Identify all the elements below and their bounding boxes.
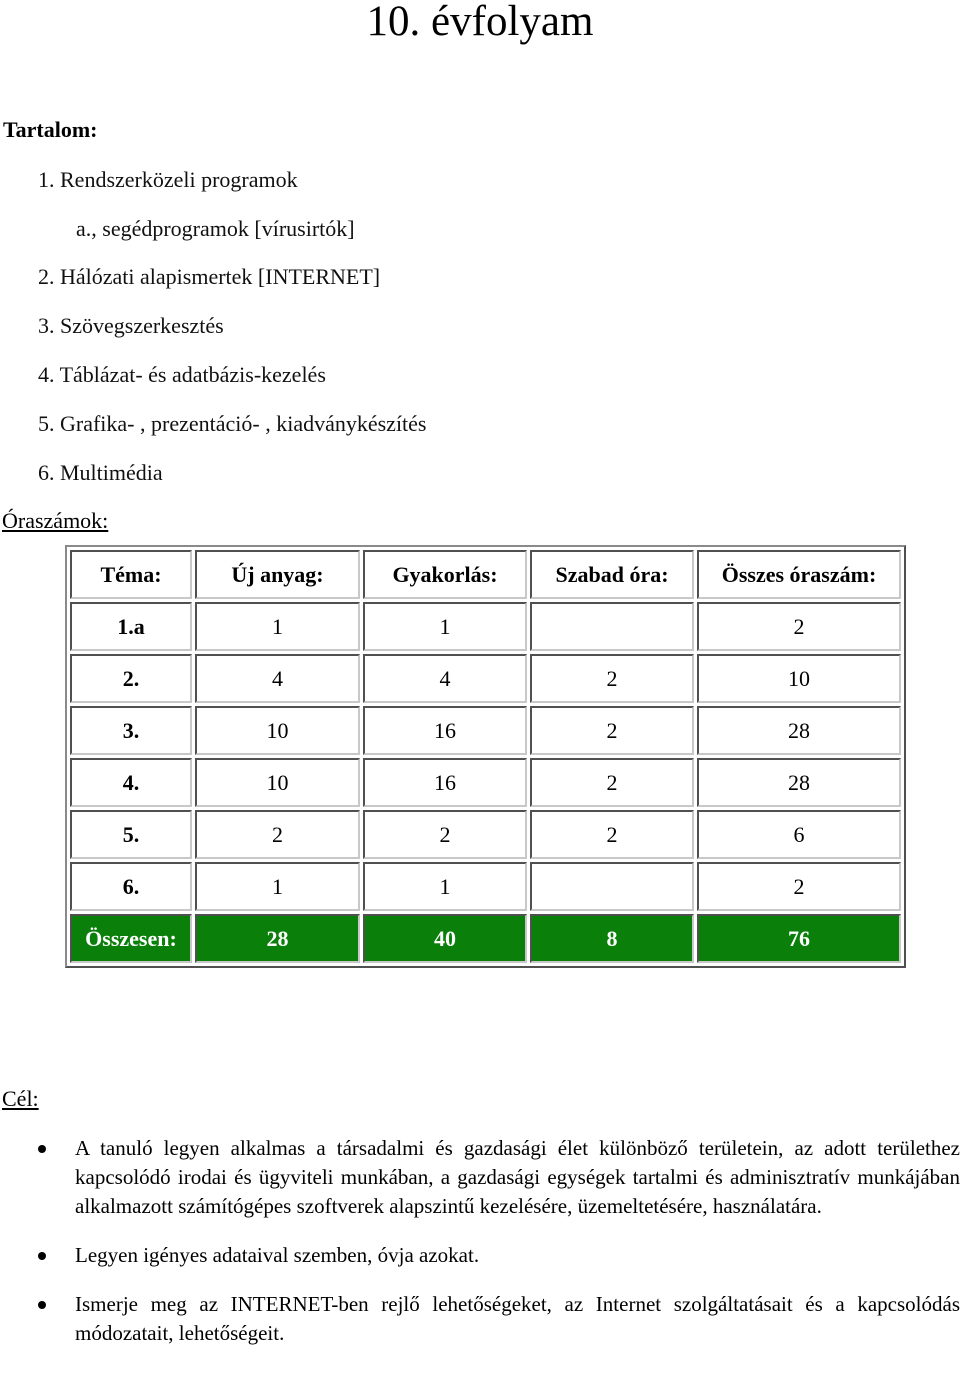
table-cell: 5. [70,810,192,859]
table-cell: 4 [363,654,527,703]
table-row [70,758,901,807]
bullet-icon [38,1252,46,1260]
toc-subitem: a., segédprogramok [vírusirtók] [76,216,355,241]
table-cell: 1 [195,602,360,651]
goals-label: Cél: [2,1086,39,1111]
table-cell: 16 [363,758,527,807]
table-cell: 2 [363,810,527,859]
table-cell: 1 [195,862,360,911]
table-header-row [70,550,901,599]
table-row [70,810,901,859]
table-row [70,706,901,755]
table-cell: 4. [70,758,192,807]
table-cell: 10 [195,758,360,807]
bullet-icon [38,1301,46,1309]
header-cell: Szabad óra: [530,550,694,599]
goals-list [0,1134,960,1368]
table-cell: 2 [697,602,901,651]
total-cell: 76 [697,914,901,963]
table-total-row [70,914,901,963]
goal-text: A tanuló legyen alkalmas a társadalmi és gazdasági élet különböző területein, az adott területhez kapcsolódó irodai és ügyviteli munkában, a gazdasági egységek tartalmi és adminisztratív munkájában alkalmazott számítógépes szoftverek alapszintű kezelésére, üzemeltetésére, használatára. [75,1136,960,1218]
total-cell: 28 [195,914,360,963]
bullet-icon [38,1145,46,1153]
toc-item: 4. Táblázat- és adatbázis-kezelés [38,362,326,387]
table-cell: 2 [530,654,694,703]
table-cell: 6 [697,810,901,859]
table-cell: 2 [530,810,694,859]
table-cell: 6. [70,862,192,911]
list-item [0,1241,960,1270]
table-row [70,862,901,911]
toc-item: 2. Hálózati alapismertek [INTERNET] [38,264,381,289]
table-cell: 4 [195,654,360,703]
table-row [70,602,901,651]
toc-item: 5. Grafika- , prezentáció- , kiadványkészítés [38,411,427,436]
hours-table [65,545,906,968]
table-cell: 1 [363,862,527,911]
table-row [70,654,901,703]
page-title: 10. évfolyam [366,0,594,45]
table-cell: 10 [697,654,901,703]
table-cell: 28 [697,706,901,755]
table-cell: 1.a [70,602,192,651]
header-cell: Gyakorlás: [363,550,527,599]
header-cell: Új anyag: [195,550,360,599]
table-cell: 16 [363,706,527,755]
total-cell: Összesen: [70,914,192,963]
header-cell: Összes óraszám: [697,550,901,599]
list-item [0,1290,960,1348]
table-cell: 2 [530,706,694,755]
table-cell: 10 [195,706,360,755]
table-cell [530,862,694,911]
toc-heading: Tartalom: [3,117,98,142]
table-cell: 28 [697,758,901,807]
table-cell: 3. [70,706,192,755]
toc-item: 1. Rendszerközeli programok [38,167,298,192]
table-cell: 2. [70,654,192,703]
toc-item: 6. Multimédia [38,460,163,485]
list-item [0,1134,960,1221]
table-cell: 1 [363,602,527,651]
goal-text: Ismerje meg az INTERNET-ben rejlő lehetőségeket, az Internet szolgáltatásait és a kapcsolódás módozatait, lehetőségeit. [75,1292,960,1345]
table-cell: 2 [530,758,694,807]
goal-text: Legyen igényes adataival szemben, óvja azokat. [75,1243,480,1267]
toc-item: 3. Szövegszerkesztés [38,313,224,338]
total-cell: 8 [530,914,694,963]
table-cell: 2 [195,810,360,859]
table-cell: 2 [697,862,901,911]
table-cell [530,602,694,651]
total-cell: 40 [363,914,527,963]
hours-label: Óraszámok: [2,508,109,533]
header-cell: Téma: [70,550,192,599]
